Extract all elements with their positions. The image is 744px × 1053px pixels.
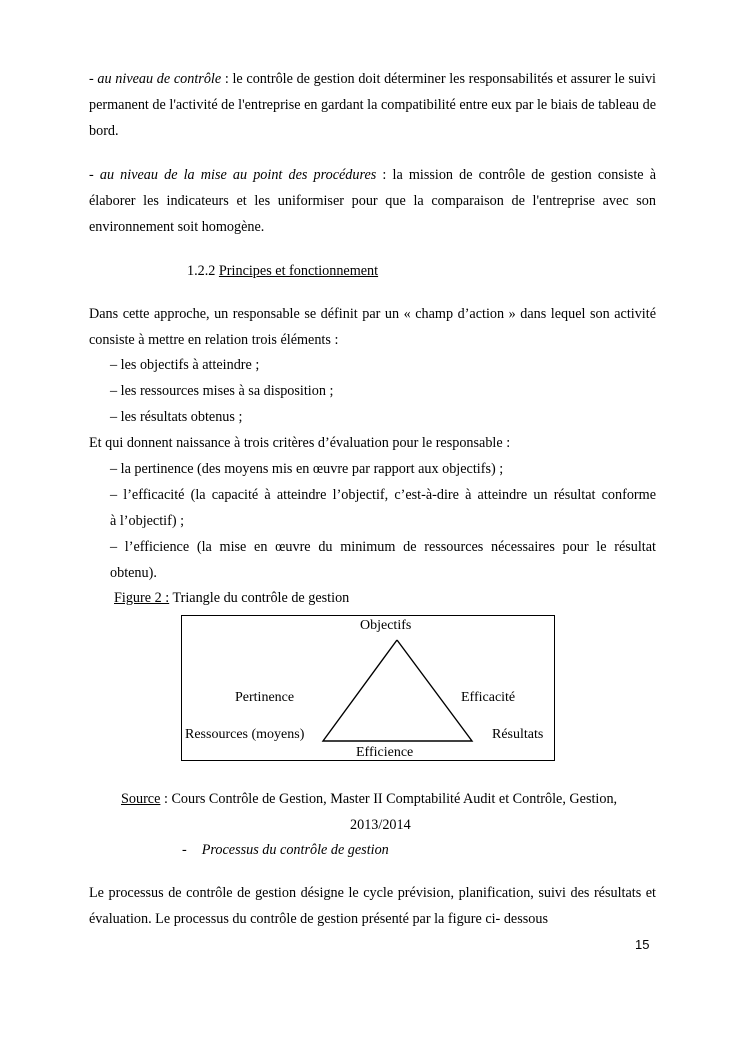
label-ressources: Ressources (moyens) [185, 727, 305, 742]
section-heading-title: Principes et fonctionnement [218, 263, 379, 279]
criteria-efficience-line2: obtenu). [110, 565, 157, 581]
page-number: 15 [635, 937, 650, 952]
emphasis-controle: au niveau de contrôle [97, 71, 222, 87]
paragraph-controle: - au niveau de contrôle : le contrôle de gestion doit déterminer les responsabilités et assurer le suivi permanent de l'activité de l'entreprise en gardant la compatibilité entre eux par le biais de tableau de bord. [89, 71, 656, 139]
label-resultats: Résultats [492, 727, 544, 742]
paragraph-procedures: - au niveau de la mise au point des procédures : la mission de contrôle de gestion consiste à élaborer les indicateurs et les uniformiser pour que la comparaison de l'entreprise avec son environnement soit homogène. [89, 167, 656, 235]
triangle-figure [181, 615, 555, 761]
label-efficacite: Efficacité [461, 690, 516, 705]
figure-caption [114, 588, 349, 608]
subheading-title: Processus du contrôle de gestion [201, 842, 389, 858]
figure-title: Triangle du contrôle de gestion [169, 590, 350, 606]
source-line1: Source : Cours Contrôle de Gestion, Master II Comptabilité Audit et Contrôle, Gestion, [121, 791, 618, 807]
label-efficience: Efficience [356, 745, 414, 760]
emphasis-procedures: au niveau de la mise au point des procédures [99, 167, 377, 183]
paragraph-approche: Dans cette approche, un responsable se définit par un « champ d’action » dans lequel son activité consiste à mettre en relation trois éléments : [89, 306, 656, 348]
triangle-shape [323, 640, 472, 741]
figure-label: Figure 2 : [114, 590, 170, 606]
criteria-efficacite-line1: – l’efficacité (la capacité à atteindre l’objectif, c’est-à-dire à atteindre un résultat conforme [110, 487, 656, 503]
section-heading: 1.2.2 Principes et fonctionnement [187, 263, 379, 279]
list-item-ressources: – les ressources mises à sa disposition ; [110, 383, 334, 399]
criteria-efficience-line1: – l’efficience (la mise en œuvre du minimum de ressources nécessaires pour le résultat [110, 539, 656, 555]
label-objectifs: Objectifs [360, 618, 412, 633]
source-line2: 2013/2014 [350, 817, 411, 833]
paragraph-processus: Le processus de contrôle de gestion désigne le cycle prévision, planification, suivi des résultats et évaluation. Le processus du contrôle de gestion présenté par la figure ci- dessous [89, 885, 656, 927]
label-pertinence: Pertinence [235, 690, 295, 705]
list-item-objectifs: – les objectifs à atteindre ; [110, 357, 260, 373]
list-item-resultats: – les résultats obtenus ; [110, 409, 243, 425]
subheading: - Processus du contrôle de gestion [182, 842, 389, 858]
criteria-efficacite-line2: à l’objectif) ; [110, 513, 185, 529]
criteria-pertinence: – la pertinence (des moyens mis en œuvre par rapport aux objectifs) ; [110, 461, 504, 477]
criteria-intro: Et qui donnent naissance à trois critères d’évaluation pour le responsable : [89, 435, 511, 451]
source-label: Source [121, 791, 161, 807]
